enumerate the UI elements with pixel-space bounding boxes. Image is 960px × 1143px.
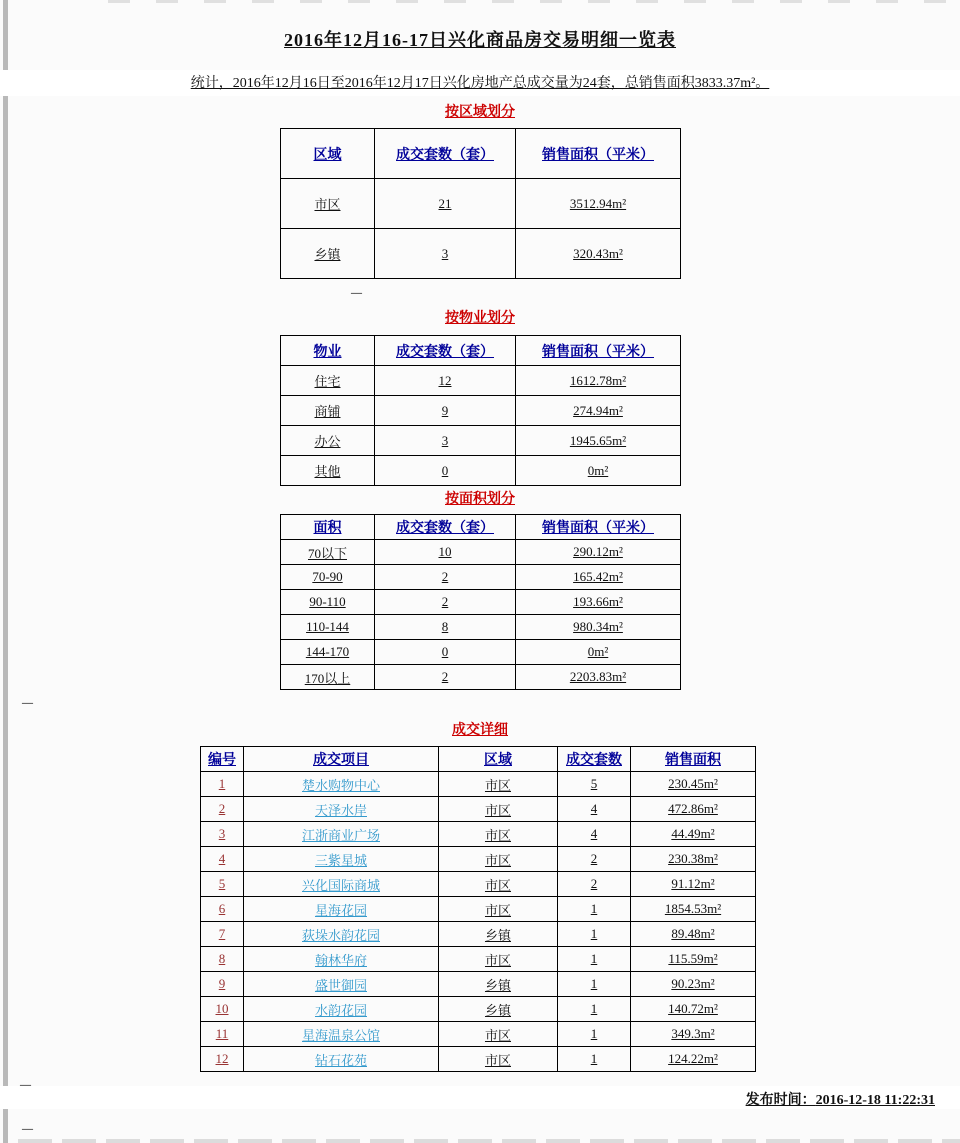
detail-row [201, 972, 756, 997]
project-link[interactable]: 三紫星城 [314, 852, 367, 868]
separator-dash: — [22, 1123, 33, 1135]
table-row [281, 426, 681, 456]
deal-count[interactable]: 4 [590, 826, 598, 841]
region-name[interactable]: 市区 [314, 197, 341, 212]
sales-area[interactable]: 193.66m² [573, 594, 623, 609]
deal-count[interactable]: 2 [441, 569, 449, 584]
deal-count[interactable]: 8 [441, 619, 449, 634]
region-name[interactable]: 市区 [484, 802, 511, 818]
separator-dash: — [351, 287, 362, 299]
deal-count[interactable]: 5 [590, 776, 598, 791]
deal-count[interactable]: 2 [590, 851, 598, 866]
project-link[interactable]: 江浙商业广场 [301, 827, 380, 843]
publish-time-label: 发布时间： [745, 1093, 816, 1108]
property-name[interactable]: 商铺 [314, 404, 341, 419]
header-area-range[interactable]: 面积 [281, 515, 375, 540]
header-sales-area[interactable]: 销售面积（平米） [516, 129, 681, 179]
header-deal-count[interactable]: 成交套数（套） [375, 336, 516, 366]
deal-count[interactable]: 1 [590, 976, 598, 991]
region-name[interactable]: 市区 [484, 1052, 511, 1068]
sales-area[interactable]: 290.12m² [573, 544, 623, 559]
sales-area[interactable]: 230.45m² [668, 776, 718, 791]
publish-time-value: 2016-12-18 11:22:31 [815, 1093, 935, 1108]
sales-area[interactable]: 349.3m² [671, 1026, 715, 1041]
deal-count[interactable]: 1 [590, 951, 598, 966]
section-title-detail[interactable]: 成交详细 [452, 723, 508, 738]
table-header-row [281, 129, 681, 179]
deal-count[interactable]: 4 [590, 801, 598, 816]
project-link[interactable]: 天泽水岸 [314, 802, 367, 818]
deal-count[interactable]: 1 [590, 901, 598, 916]
header-deal-count[interactable]: 成交套数（套） [375, 515, 516, 540]
separator-dash: — [22, 697, 33, 709]
separator-dash: — [20, 1079, 31, 1091]
table-row [281, 590, 681, 615]
region-name[interactable]: 乡镇 [484, 927, 511, 943]
detail-row [201, 897, 756, 922]
detail-row [201, 1047, 756, 1072]
property-table [280, 335, 681, 486]
sales-area[interactable]: 980.34m² [573, 619, 623, 634]
deal-count[interactable]: 1 [590, 1001, 598, 1016]
table-header-row [201, 747, 756, 772]
region-name[interactable]: 乡镇 [484, 977, 511, 993]
table-row [281, 640, 681, 665]
section-title-by-property[interactable]: 按物业划分 [445, 311, 515, 326]
property-name[interactable]: 住宅 [314, 374, 341, 389]
left-page-border [3, 0, 8, 1143]
table-row [281, 366, 681, 396]
sales-area[interactable]: 165.42m² [573, 569, 623, 584]
summary-text: 统计，2016年12月16日至2016年12月17日兴化房地产总成交量为24套，总销售面积3833.37m²。 [190, 76, 770, 91]
header-no[interactable]: 编号 [201, 747, 244, 772]
sales-area[interactable]: 124.22m² [668, 1051, 718, 1066]
property-name[interactable]: 其他 [314, 464, 341, 479]
header-sales-area[interactable]: 销售面积（平米） [516, 515, 681, 540]
row-number-link[interactable]: 8 [218, 951, 226, 966]
sales-area[interactable]: 2203.83m² [569, 669, 627, 684]
header-sales-area[interactable]: 销售面积 [631, 747, 756, 772]
row-number-link[interactable]: 7 [218, 926, 226, 941]
region-name[interactable]: 乡镇 [484, 1002, 511, 1018]
region-table [280, 128, 681, 279]
sales-area[interactable]: 91.12m² [671, 876, 715, 891]
row-number-link[interactable]: 2 [218, 801, 226, 816]
top-clipped-text-artifact [108, 0, 960, 3]
sales-area[interactable]: 320.43m² [573, 245, 623, 261]
row-number-link[interactable]: 5 [218, 876, 226, 891]
row-number-link[interactable]: 12 [215, 1051, 229, 1066]
sales-area[interactable]: 0m² [587, 462, 609, 478]
detail-row [201, 1022, 756, 1047]
project-link[interactable]: 翰林华府 [314, 952, 367, 968]
region-name[interactable]: 市区 [484, 902, 511, 918]
header-deal-count[interactable]: 成交套数 [558, 747, 631, 772]
sales-area[interactable]: 3512.94m² [569, 195, 627, 211]
table-header-row [281, 336, 681, 366]
detail-row [201, 772, 756, 797]
header-project[interactable]: 成交项目 [244, 747, 439, 772]
detail-row [201, 797, 756, 822]
area-range[interactable]: 110-144 [306, 619, 349, 634]
region-name[interactable]: 市区 [484, 827, 511, 843]
area-range[interactable]: 70-90 [312, 569, 343, 584]
property-name[interactable]: 办公 [314, 434, 341, 449]
deal-count[interactable]: 3 [441, 245, 449, 261]
sales-area[interactable]: 44.49m² [671, 826, 715, 841]
project-link[interactable]: 盛世御园 [314, 977, 367, 993]
deal-count[interactable]: 3 [441, 432, 449, 448]
sales-area[interactable]: 1854.53m² [664, 901, 722, 916]
region-name[interactable]: 乡镇 [314, 247, 341, 262]
detail-row [201, 847, 756, 872]
area-range[interactable]: 90-110 [309, 594, 346, 609]
header-region[interactable]: 区域 [439, 747, 558, 772]
table-row [281, 615, 681, 640]
header-deal-count[interactable]: 成交套数（套） [375, 129, 516, 179]
header-sales-area[interactable]: 销售面积（平米） [516, 336, 681, 366]
publish-time-line [0, 1089, 935, 1109]
row-number-link[interactable]: 10 [215, 1001, 229, 1016]
project-link[interactable]: 荻垛水韵花园 [301, 927, 380, 943]
detail-row [201, 922, 756, 947]
detail-table [200, 746, 756, 1072]
project-link[interactable]: 水韵花园 [314, 1002, 367, 1018]
project-link[interactable]: 楚水购物中心 [301, 777, 380, 793]
table-row [281, 665, 681, 690]
table-row [281, 540, 681, 565]
section-title-by-area[interactable]: 按面积划分 [445, 492, 515, 507]
project-link[interactable]: 钻石花苑 [314, 1052, 367, 1068]
region-name[interactable]: 市区 [484, 877, 511, 893]
region-name[interactable]: 市区 [484, 952, 511, 968]
deal-count[interactable]: 21 [438, 195, 452, 211]
row-number-link[interactable]: 4 [218, 851, 226, 866]
bottom-clipped-text-artifact [18, 1139, 960, 1143]
table-header-row [281, 515, 681, 540]
deal-count[interactable]: 12 [438, 372, 452, 388]
sales-area[interactable]: 0m² [587, 644, 609, 659]
table-row [281, 456, 681, 486]
region-name[interactable]: 市区 [484, 1027, 511, 1043]
table-row [281, 565, 681, 590]
deal-count[interactable]: 1 [590, 1026, 598, 1041]
deal-count[interactable]: 10 [438, 544, 452, 559]
detail-row [201, 872, 756, 897]
area-range[interactable]: 144-170 [305, 644, 350, 659]
row-number-link[interactable]: 9 [218, 976, 226, 991]
deal-count[interactable]: 2 [441, 594, 449, 609]
header-property[interactable]: 物业 [281, 336, 375, 366]
sales-area[interactable]: 1945.65m² [569, 432, 627, 448]
detail-row [201, 947, 756, 972]
project-link[interactable]: 星海温泉公馆 [301, 1027, 380, 1043]
table-row [281, 229, 681, 279]
region-name[interactable]: 市区 [484, 852, 511, 868]
sales-area[interactable]: 140.72m² [668, 1001, 718, 1016]
project-link[interactable]: 兴化国际商城 [301, 877, 380, 893]
sales-area[interactable]: 472.86m² [668, 801, 718, 816]
sales-area[interactable]: 274.94m² [573, 402, 623, 418]
area-table [280, 514, 681, 690]
deal-count[interactable]: 1 [590, 1051, 598, 1066]
sales-area[interactable]: 89.48m² [671, 926, 715, 941]
row-number-link[interactable]: 1 [218, 776, 226, 791]
row-number-link[interactable]: 3 [218, 826, 226, 841]
deal-count[interactable]: 0 [441, 644, 449, 659]
sales-area[interactable]: 90.23m² [671, 976, 715, 991]
area-range[interactable]: 170以上 [304, 670, 351, 686]
deal-count[interactable]: 2 [590, 876, 598, 891]
row-number-link[interactable]: 6 [218, 901, 226, 916]
sales-area[interactable]: 230.38m² [668, 851, 718, 866]
deal-count[interactable]: 2 [441, 669, 449, 684]
deal-count[interactable]: 0 [441, 462, 449, 478]
project-link[interactable]: 星海花园 [314, 902, 367, 918]
deal-count[interactable]: 1 [590, 926, 598, 941]
row-number-link[interactable]: 11 [215, 1026, 229, 1041]
section-title-by-region[interactable]: 按区域划分 [445, 105, 515, 120]
detail-row [201, 822, 756, 847]
region-name[interactable]: 市区 [484, 777, 511, 793]
sales-area[interactable]: 1612.78m² [569, 372, 627, 388]
table-row [281, 396, 681, 426]
detail-row [201, 997, 756, 1022]
page-title: 2016年12月16-17日兴化商品房交易明细一览表 [284, 30, 676, 50]
area-range[interactable]: 70以下 [307, 545, 347, 561]
deal-count[interactable]: 9 [441, 402, 449, 418]
header-region[interactable]: 区域 [281, 129, 375, 179]
table-row [281, 179, 681, 229]
sales-area[interactable]: 115.59m² [668, 951, 718, 966]
